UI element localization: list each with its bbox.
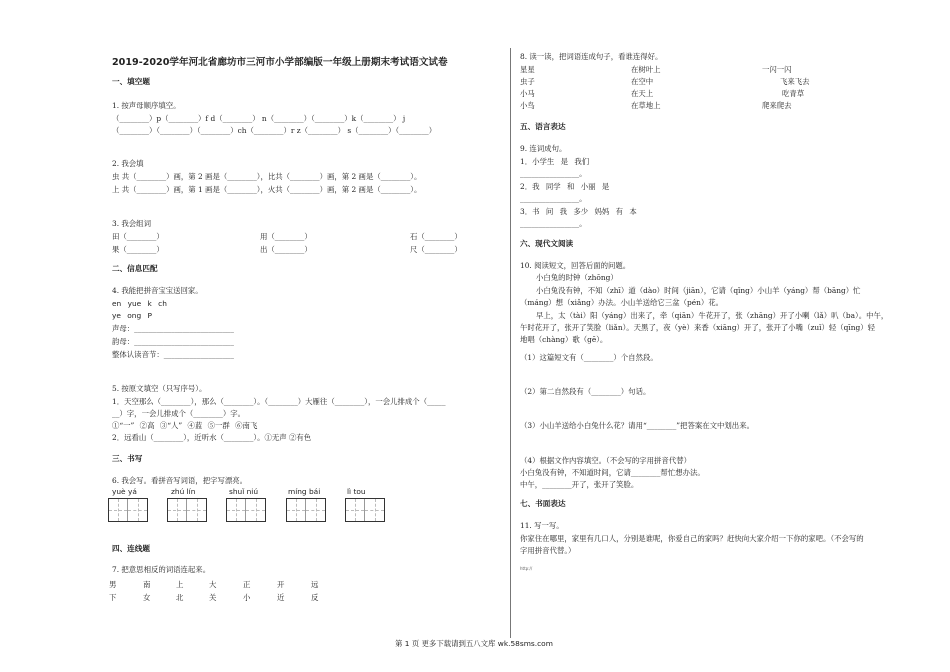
- answer-line: 整体认读音节：___________________: [112, 350, 234, 359]
- section-heading: 二、信息匹配: [112, 264, 158, 273]
- sub-question-line: 小白兔没有钟，不知道时间，它请________帮忙想办法。: [520, 468, 705, 477]
- sub-question: （3）小山羊送给小白兔什么花？请用“________”把答案在文中划出来。: [520, 421, 754, 430]
- section-heading: 七、书面表达: [520, 499, 566, 508]
- match-word[interactable]: 在空中: [631, 77, 654, 86]
- match-word[interactable]: 在树叶上: [631, 65, 661, 74]
- question-prompt: 9. 连词成句。: [520, 144, 567, 153]
- match-word-top[interactable]: 南: [143, 580, 151, 589]
- column-divider: [510, 48, 511, 638]
- pinyin-label: zhú lín: [171, 487, 196, 496]
- answer-row: （________）p（________）f d（________） n（________）（________）k（________） j: [112, 114, 406, 123]
- match-word[interactable]: 飞来飞去: [780, 77, 810, 86]
- page-footer: 第 1 页 更多下载请到五八文库 wk.58sms.com: [395, 639, 553, 648]
- pinyin-list: ye ong P: [112, 311, 152, 320]
- sentence-words: 1．小学生 是 我们: [520, 157, 590, 166]
- answer-line: 韵母：___________________________: [112, 337, 234, 346]
- answer-row: （________）（________）（________）ch（________）r z（________） s（________）（________）: [112, 126, 437, 135]
- pinyin-label: míng bái: [288, 487, 321, 496]
- match-word-bottom[interactable]: 北: [176, 593, 184, 602]
- writing-grid[interactable]: [226, 498, 266, 522]
- match-word[interactable]: 小马: [520, 89, 535, 98]
- writing-grid[interactable]: [345, 498, 385, 522]
- page-title: 2019-2020学年河北省廊坊市三河市小学部编版一年级上册期末考试语文试卷: [112, 57, 448, 68]
- match-word[interactable]: 爬来爬去: [762, 101, 792, 110]
- answer-row: 虫 共（________）画，第 2 画是（________），比共（________）画，第 2 画是（________）。: [112, 172, 422, 181]
- match-word-top[interactable]: 远: [311, 580, 319, 589]
- question-prompt: 2. 我会填: [112, 159, 144, 168]
- story-paragraph: 早上，太（tài）阳（yáng）出来了，牵（qiān）牛花开了，张（zhāng）开了小喇（lǎ）叭（ba）。中午，: [536, 311, 889, 320]
- answer-line: ________________。: [520, 194, 587, 203]
- sentence-words: 2．我 同学 和 小丽 是: [520, 182, 610, 191]
- answer-row: 2．远看山（________），近听水（________）。①无声 ②有色: [112, 433, 312, 442]
- question-prompt: 1. 按声母顺序填空。: [112, 101, 181, 110]
- match-word-top[interactable]: 开: [277, 580, 285, 589]
- pinyin-label: lì tou: [347, 487, 366, 496]
- writing-grid[interactable]: [108, 498, 148, 522]
- sub-question: （1）这篇短文有（________）个自然段。: [520, 353, 658, 362]
- answer-cell: 出（________）: [260, 245, 312, 254]
- match-word-bottom[interactable]: 小: [243, 593, 251, 602]
- writing-grid[interactable]: [167, 498, 207, 522]
- story-paragraph: 小白兔没有钟，不知（zhī）道（dào）时间（jiān），它请（qǐng）小山羊（yáng）帮（bāng）忙: [536, 286, 861, 295]
- story-paragraph: （máng）想（xiǎng）办法。小山羊送给它三盆（pén）花。: [520, 298, 724, 307]
- answer-cell: 果（________）: [112, 245, 164, 254]
- answer-row: 上 共（________）画，第 1 画是（________），火共（________）画，第 2 画是（________）。: [112, 185, 422, 194]
- pinyin-label: shuǐ niú: [229, 487, 259, 496]
- match-word-bottom[interactable]: 关: [209, 593, 217, 602]
- match-word-top[interactable]: 大: [209, 580, 217, 589]
- question-prompt: 7. 把意思相反的词语连起来。: [112, 565, 211, 574]
- writing-grid[interactable]: [286, 498, 326, 522]
- match-word-bottom[interactable]: 近: [277, 593, 285, 602]
- section-heading: 一、填空题: [112, 77, 150, 86]
- sub-question: （2）第二自然段有（________）句话。: [520, 387, 651, 396]
- options-row: ①“一” ②高 ③“人” ④蓝 ⑤一群 ⑥南飞: [112, 421, 258, 430]
- section-heading: 五、语言表达: [520, 122, 566, 131]
- match-word[interactable]: 一闪一闪: [762, 65, 792, 74]
- match-word-top[interactable]: 上: [176, 580, 184, 589]
- small-link-text: http://: [520, 566, 533, 571]
- pinyin-list: en yue k ch: [112, 299, 167, 308]
- sub-question: （4）根据文作内容填空。（不会写的字用拼音代替）: [520, 456, 691, 465]
- answer-cell: 尺（________）: [410, 245, 462, 254]
- match-word[interactable]: 虫子: [520, 77, 535, 86]
- answer-row: 1．天空那么（________），那么（________）。（________）大雁往（________），一会儿排成个（_____: [112, 397, 446, 406]
- story-paragraph: 午时花开了，张开了笑脸（liǎn）。天黑了，夜（yè）来香（xiāng）开了，张开了小嘴（zuǐ）轻（qīng）轻: [520, 323, 876, 332]
- match-word[interactable]: 在天上: [631, 89, 654, 98]
- match-word-top[interactable]: 男: [109, 580, 117, 589]
- answer-cell: 田（________）: [112, 232, 164, 241]
- section-heading: 四、连线题: [112, 544, 150, 553]
- question-prompt: 8. 读一读，把词语连成句子，看谁连得好。: [520, 52, 663, 61]
- answer-row: __）字，一会儿排成个（________）字。: [112, 409, 246, 418]
- question-prompt: 3. 我会组词: [112, 219, 151, 228]
- question-prompt: 5. 按原文填空（只写序号）。: [112, 384, 207, 393]
- story-paragraph: 地唱（chàng）歌（gē）。: [520, 335, 608, 344]
- essay-prompt: 字用拼音代替。）: [520, 546, 576, 555]
- match-word[interactable]: 吃青草: [782, 89, 805, 98]
- section-heading: 三、书写: [112, 454, 143, 463]
- match-word-top[interactable]: 正: [243, 580, 251, 589]
- section-heading: 六、现代文阅读: [520, 239, 574, 248]
- essay-prompt: 你家住在哪里，家里有几口人，分别是谁呢，你爱自己的家吗？赶快向大家介绍一下你的家吧。（不会写的: [520, 534, 864, 543]
- match-word[interactable]: 星星: [520, 65, 535, 74]
- answer-line: ________________。: [520, 219, 587, 228]
- question-prompt: 4. 我能把拼音宝宝送回家。: [112, 286, 203, 295]
- sentence-words: 3．书 问 我 多少 妈妈 有 本: [520, 207, 637, 216]
- question-prompt: 10. 阅读短文，回答后面的问题。: [520, 261, 631, 270]
- match-word[interactable]: 小鸟: [520, 101, 535, 110]
- answer-cell: 用（________）: [260, 232, 312, 241]
- story-title: 小白兔的时钟（zhōng）: [536, 273, 618, 282]
- match-word-bottom[interactable]: 反: [311, 593, 319, 602]
- match-word-bottom[interactable]: 女: [143, 593, 151, 602]
- match-word[interactable]: 在草地上: [631, 101, 661, 110]
- question-prompt: 11. 写一写。: [520, 521, 564, 530]
- sub-question-line: 中午，________开了，张开了笑脸。: [520, 480, 639, 489]
- match-word-bottom[interactable]: 下: [109, 593, 117, 602]
- answer-line: ________________。: [520, 169, 587, 178]
- answer-line: 声母：___________________________: [112, 324, 234, 333]
- answer-cell: 石（________）: [410, 232, 462, 241]
- question-prompt: 6. 我会写。看拼音写词语，把字写漂亮。: [112, 476, 248, 485]
- pinyin-label: yuè yá: [112, 487, 137, 496]
